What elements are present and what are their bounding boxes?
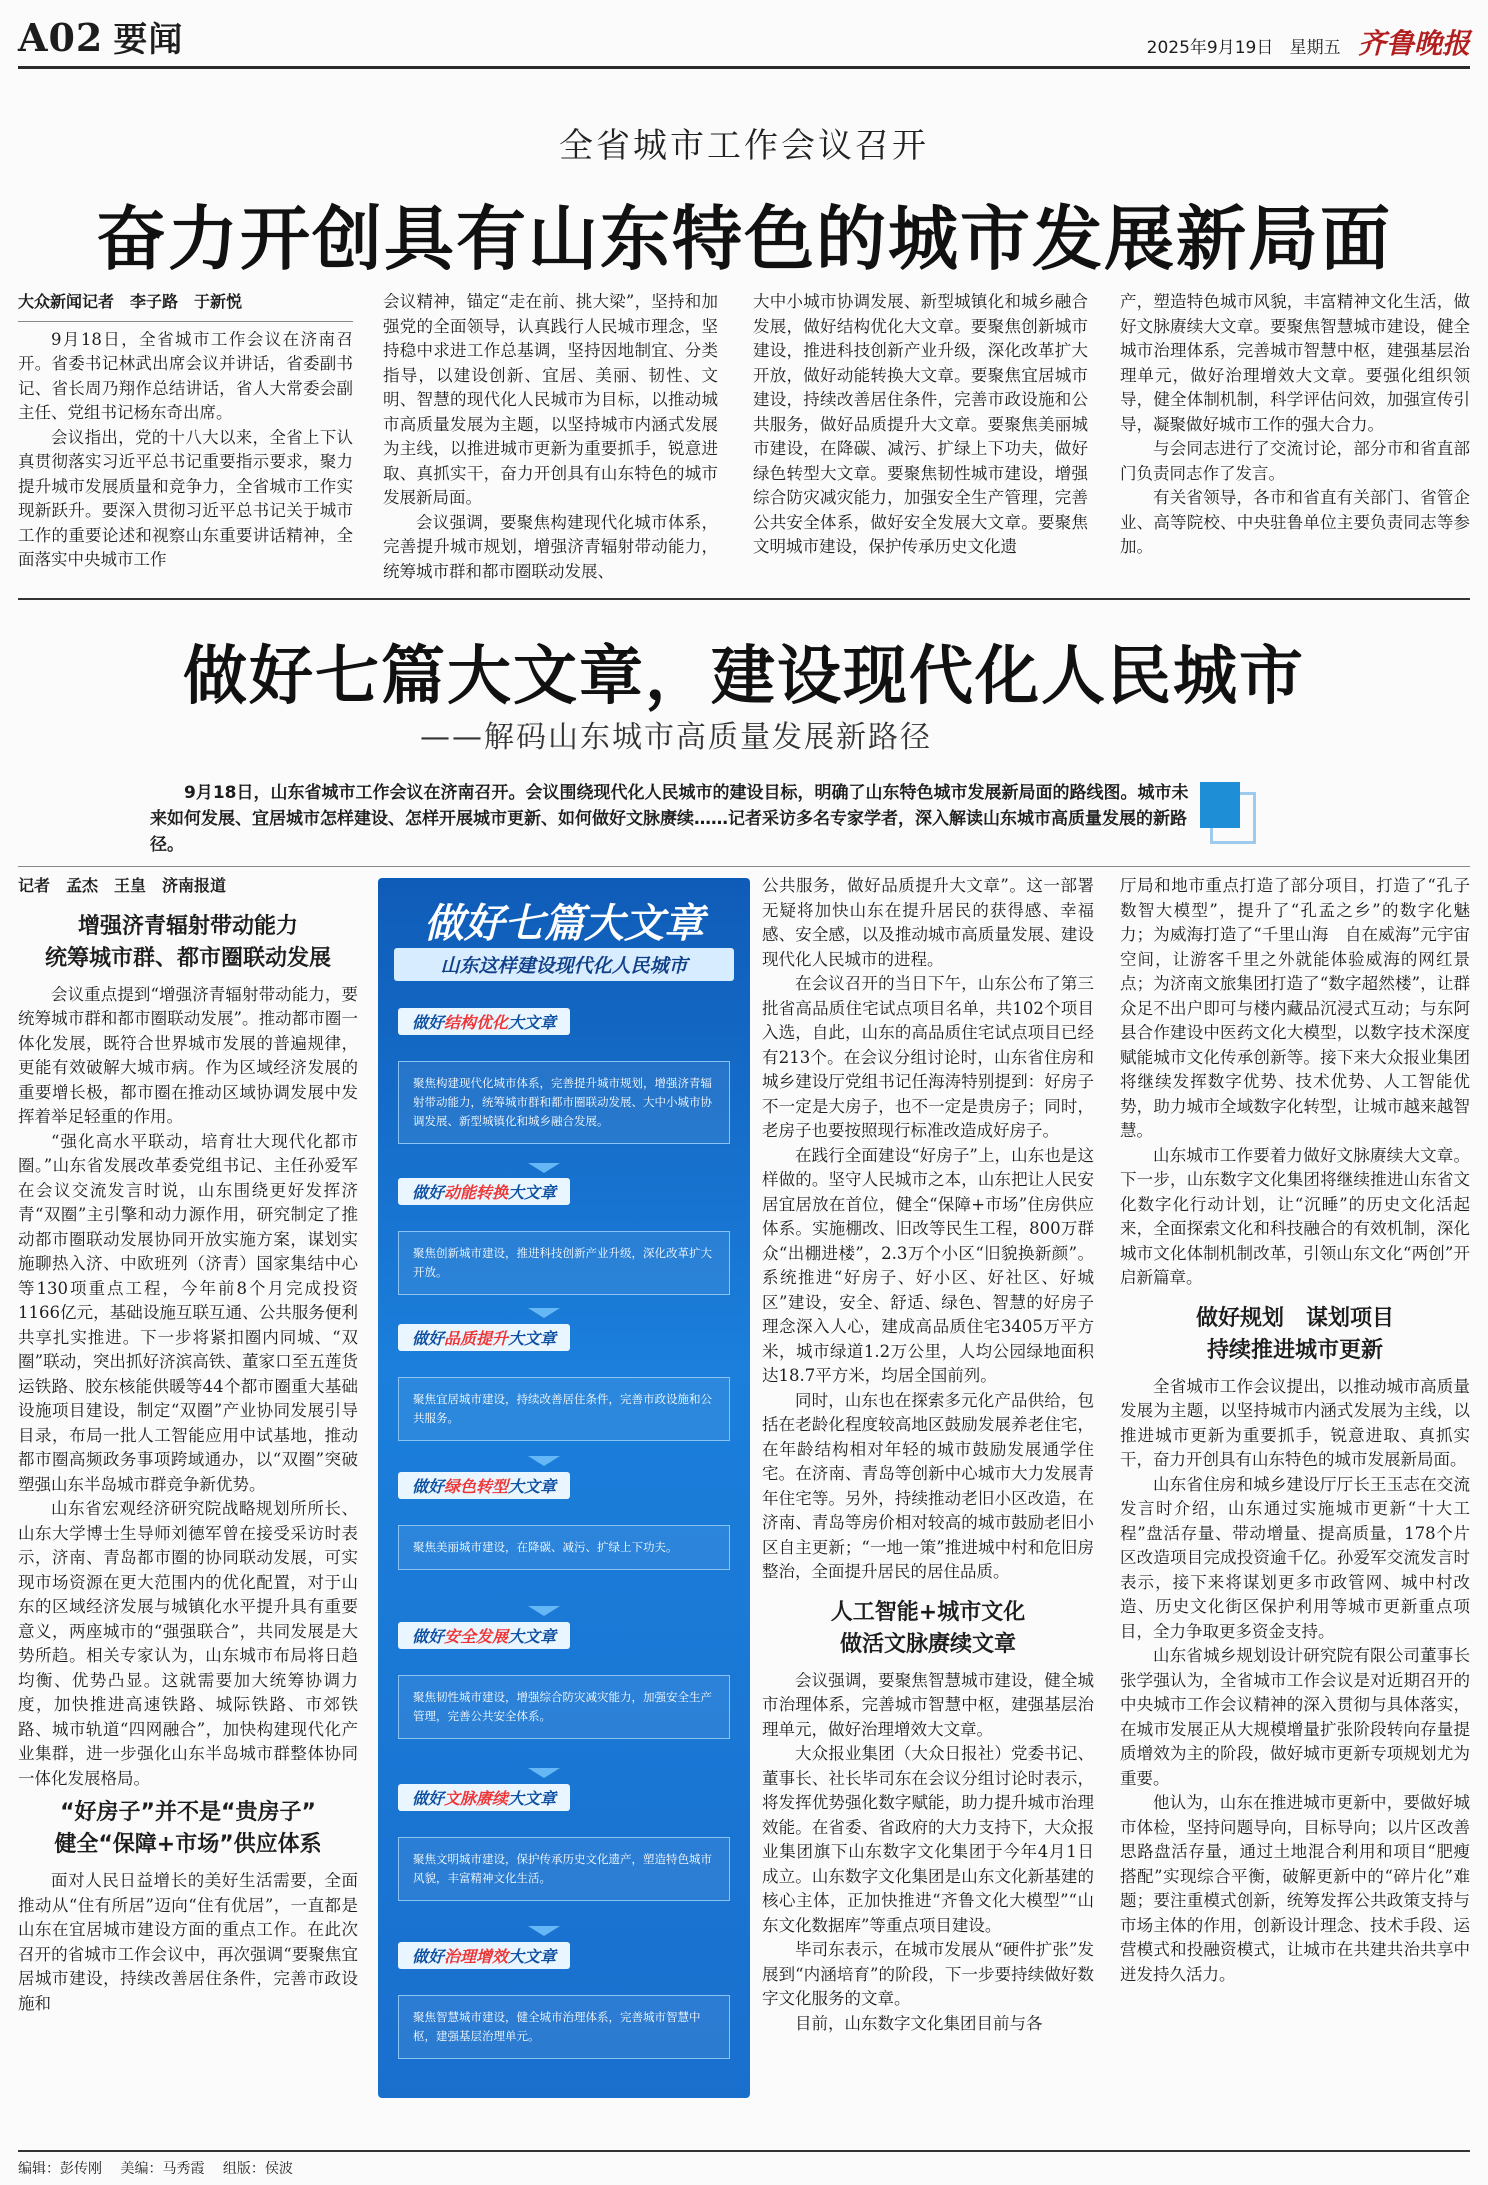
chapter-description: 聚焦文明城市建设，保护传承历史文化遗产，塑造特色城市风貌，丰富精神文化生活。 xyxy=(398,1837,730,1901)
story1-column-2 xyxy=(383,290,718,584)
section-heading: 做好规划 谋划项目 持续推进城市更新 xyxy=(1195,1305,1394,1363)
chevron-down-icon xyxy=(528,1163,560,1173)
story1-column-1 xyxy=(18,290,353,573)
chapter-tag: 做好动能转换大文章 xyxy=(398,1178,570,1205)
seven-articles-infographic xyxy=(378,878,750,2098)
section-heading: “好房子”并不是“贵房子” 健全“保障+市场”供应体系 xyxy=(54,1800,322,1857)
art-credit: 美编：马秀霞 xyxy=(120,2161,205,2177)
paragraph: 大众报业集团（大众日报社）党委书记、董事长、社长毕司东在会议分组讨论时表示，将发挥优势强化数字赋能，助力提升城市治理效能。在省委、省政府的大力支持下，大众报业集团旗下山东数字文化集团于今年4月1日成立。山东数字文化集团是山东文化新基建的核心主体，正加快推进“齐鲁文化大模型”“山东文化数据库”等重点项目建设。 xyxy=(762,1744,1094,1935)
paragraph: 会议精神，锚定“走在前、挑大梁”，坚持和加强党的全面领导，认真践行人民城市理念，坚持稳中求进工作总基调，坚持因地制宜、分类指导，以建设创新、宜居、美丽、韧性、文明、智慧的现代化人民城市为目标，以推动城市高质量发展为主题，以坚持城市内涵式发展为主线，以推进城市更新为重要抓手，锐意进取、真抓实干，奋力开创具有山东特色的城市发展新局面。 xyxy=(383,292,718,507)
story1-headline: 奋力开创具有山东特色的城市发展新局面 xyxy=(96,197,1392,280)
chapter-tag: 做好安全发展大文章 xyxy=(398,1622,570,1649)
chapter-card xyxy=(398,1178,730,1295)
story2-byline: 记者 孟杰 王皇 济南报道 xyxy=(18,876,227,895)
infographic-subtitle: 山东这样建设现代化人民城市 xyxy=(394,948,734,981)
chapter-description: 聚焦美丽城市建设，在降碳、减污、扩绿上下功夫。 xyxy=(398,1525,730,1570)
infographic-title: 做好七篇大文章 xyxy=(424,901,704,947)
story2-headline: 做好七篇大文章，建设现代化人民城市 xyxy=(183,639,1305,714)
story2-column-1 xyxy=(18,874,358,2016)
story1-column-4 xyxy=(1120,290,1470,560)
paragraph: 山东省住房和城乡建设厅厅长王玉志在交流发言时介绍，山东通过实施城市更新“十大工程”盘活存量、带动增量、提高质量，178个片区改造项目完成投资逾千亿。孙爱军交流发言时表示，接下来将谋划更多市政管网、城中村改造、历史文化街区保护利用等城市更新重点项目，全力争取更多资金支持。 xyxy=(1120,1474,1470,1641)
issue-date: 2025年9月19日 xyxy=(1146,38,1274,58)
paragraph: 面对人民日益增长的美好生活需要，全面推动从“住有所居”迈向“住有优居”，一直都是山东在宜居城市建设方面的重点工作。在此次召开的省城市工作会议中，再次强调“要聚焦宜居城市建设，持续改善居住条件，完善市政设施和 xyxy=(18,1871,358,2013)
chapter-card xyxy=(398,1008,730,1144)
chapter-card xyxy=(398,1784,730,1901)
section-heading: 增强济青辐射带动能力 统筹城市群、都市圈联动发展 xyxy=(44,913,331,971)
paragraph: “强化高水平联动，培育壮大现代化都市圈。”山东省发展改革委党组书记、主任孙爱军在会议交流发言时说，山东围绕更好发挥济青“双圈”主引擎和动力源作用，研究制定了推动都市圈联动发展协同开放实施方案，谋划实施聊热入济、中欧班列（济青）国家集结中心等130项重点工程，今年前8个月完成投资1166亿元，基础设施互联互通、公共服务便利共享扎实推进。下一步将紧扣圈内同城、“双圈”联动，突出抓好济滨高铁、董家口至五莲货运铁路、胶东核能供暖等44个都市圈重大基础设施项目建设，制定“双圈”产业协同发展引导目录，布局一批人工智能应用中试基地，推动都市圈高频政务事项跨域通办，以“双圈”突破塑强山东半岛城市群竞争新优势。 xyxy=(18,1131,358,1494)
paragraph: 公共服务，做好品质提升大文章”。这一部署无疑将加快山东在提升居民的获得感、幸福感、安全感，以及推动城市高质量发展、建设现代化人民城市的进程。 xyxy=(762,876,1094,969)
page-number: A02 要闻 xyxy=(18,15,184,60)
chevron-down-icon xyxy=(528,1768,560,1778)
chapter-description: 聚焦创新城市建设，推进科技创新产业升级，深化改革扩大开放。 xyxy=(398,1231,730,1295)
section-heading: 人工智能+城市文化 做活文脉赓续文章 xyxy=(830,1599,1026,1657)
paragraph: 会议强调，要聚焦构建现代化城市体系，完善提升城市规划，增强济青辐射带动能力，统筹城市群和都市圈联动发展、 xyxy=(383,512,718,581)
story2-lead: 9月18日，山东省城市工作会议在济南召开。会议围绕现代化人民城市的建设目标，明确了山东特色城市发展新局面的路线图。城市未来如何发展、宜居城市怎样建设、怎样开展城市更新、如何做好文脉赓续……记者采访多名专家学者，深入解读山东城市高质量发展的新路径。 xyxy=(150,783,1189,855)
chapter-tag: 做好文脉赓续大文章 xyxy=(398,1784,570,1811)
chevron-down-icon xyxy=(528,1606,560,1616)
decorative-square xyxy=(1200,782,1240,828)
paragraph: 厅局和地市重点打造了部分项目，打造了“孔子数智大模型”，提升了“孔孟之乡”的数字化魅力；为威海打造了“千里山海 自在威海”元宇宙空间，让游客千里之外就能体验威海的网红景点；为济南文旅集团打造了“数字超然楼”，让群众足不出户即可与楼内藏品沉浸式互动；与东阿县合作建设中医药文化大模型，以数字技术深度赋能城市文化传承创新等。接下来大众报业集团将继续发挥数字优势、技术优势、人工智能优势，助力城市全域数字化转型，让城市越来越智慧。 xyxy=(1120,876,1470,1140)
chapter-card xyxy=(398,1472,730,1570)
chapter-description: 聚焦构建现代化城市体系，完善提升城市规划，增强济青辐射带动能力，统筹城市群和都市圈联动发展、大中小城市协调发展、新型城镇化和城乡融合发展。 xyxy=(398,1061,730,1144)
paragraph: 全省城市工作会议提出，以推动城市高质量发展为主题，以坚持城市内涵式发展为主线，以推进城市更新为重要抓手，锐意进取、真抓实干，奋力开创具有山东特色的城市发展新局面。 xyxy=(1120,1376,1470,1469)
footer-rule xyxy=(18,2150,1470,2152)
chapter-card xyxy=(398,1942,730,2059)
story1-column-3 xyxy=(753,290,1088,560)
paragraph: 山东省城乡规划设计研究院有限公司董事长张学强认为，全省城市工作会议是对近期召开的中央城市工作会议精神的深入贯彻与具体落实，在城市发展正从大规模增量扩张阶段转向存量提质增效为主的阶段，做好城市更新专项规划尤为重要。 xyxy=(1120,1646,1470,1788)
chevron-down-icon xyxy=(528,1926,560,1936)
newspaper-logo: 齐鲁晚报 xyxy=(1357,27,1470,60)
chapter-description: 聚焦韧性城市建设，增强综合防灾减灾能力，加强安全生产管理，完善公共安全体系。 xyxy=(398,1675,730,1739)
paragraph: 山东省宏观经济研究院战略规划所所长、山东大学博士生导师刘德军曾在接受采访时表示，济南、青岛都市圈的协同联动发展，可实现市场资源在更大范围内的优化配置，对于山东的区域经济发展与城镇化水平提升具有重要意义，两座城市的“强强联合”，共同发展是大势所趋。相关专家认为，山东城市布局将日趋均衡、优势凸显。这就需要加大统筹协调力度，加快推进高速铁路、城际铁路、市郊铁路、城市轨道“四网融合”，加快构建现代化产业集群，进一步强化山东半岛城市群整体协同一体化发展格局。 xyxy=(18,1499,358,1788)
masthead-info xyxy=(1147,22,1470,62)
chevron-down-icon xyxy=(528,1308,560,1318)
lead-divider xyxy=(18,866,1470,867)
chapter-description: 聚焦智慧城市建设，健全城市治理体系，完善城市智慧中枢，建强基层治理单元。 xyxy=(398,1995,730,2059)
paragraph: 毕司东表示，在城市发展从“硬件扩张”发展到“内涵培育”的阶段，下一步要持续做好数字文化服务的文章。 xyxy=(762,1940,1094,2008)
paragraph: 大中小城市协调发展、新型城镇化和城乡融合发展，做好结构优化大文章。要聚焦创新城市建设，推进科技创新产业升级，深化改革扩大开放，做好动能转换大文章。要聚焦宜居城市建设，持续改善居住条件，完善市政设施和公共服务，做好品质提升大文章。要聚焦美丽城市建设，在降碳、减污、扩绿上下功夫，做好绿色转型大文章。要聚焦韧性城市建设，增强综合防灾减灾能力，加强安全生产管理，完善公共安全体系，做好安全发展大文章。要聚焦文明城市建设，保护传承历史文化遗 xyxy=(753,292,1088,556)
paragraph: 与会同志进行了交流讨论，部分市和省直部门负责同志作了发言。 xyxy=(1120,439,1470,483)
paragraph: 在践行全面建设“好房子”上，山东也是这样做的。坚守人民城市之本，山东把让人民安居宜居放在首位，健全“保障+市场”住房供应体系。实施棚改、旧改等民生工程，800万群众“出棚进楼”，2.3万个小区“旧貌换新颜”。系统推进“好房子、好小区、好社区、好城区”建设，安全、舒适、绿色、智慧的好房子理念深入人心，建成高品质住宅3405万平方米，城市绿道1.2万公里，人均公园绿地面积达18.7平方米，均居全国前列。 xyxy=(762,1145,1094,1385)
issue-weekday: 星期五 xyxy=(1289,38,1341,58)
page-footer xyxy=(18,2158,307,2178)
chapter-card xyxy=(398,1622,730,1739)
story2-column-4 xyxy=(1120,874,1470,1987)
chapter-tag: 做好结构优化大文章 xyxy=(398,1008,570,1035)
story1-byline: 大众新闻记者 李子路 于新悦 xyxy=(18,292,243,311)
section-name: 要闻 xyxy=(113,20,184,60)
masthead-rule xyxy=(18,66,1470,69)
paragraph: 目前，山东数字文化集团目前与各 xyxy=(795,2013,1043,2033)
story2-subhead: ——解码山东城市高质量发展新路径 xyxy=(420,720,932,755)
chevron-down-icon xyxy=(528,1456,560,1466)
chapter-tag: 做好绿色转型大文章 xyxy=(398,1472,570,1499)
editor-credit: 编辑：彭传刚 xyxy=(18,2161,102,2177)
paragraph: 有关省领导，各市和省直有关部门、省管企业、高等院校、中央驻鲁单位主要负责同志等参加。 xyxy=(1120,488,1470,556)
paragraph: 会议指出，党的十八大以来，全省上下认真贯彻落实习近平总书记重要指示要求，聚力提升城市发展质量和竞争力，全省城市工作实现新跃升。要深入贯彻习近平总书记关于城市工作的重要论述和视察山东重要讲话精神，全面落实中央城市工作 xyxy=(18,427,353,569)
chapter-description: 聚焦宜居城市建设，持续改善居住条件，完善市政设施和公共服务。 xyxy=(398,1377,730,1441)
paragraph: 会议强调，要聚焦智慧城市建设，健全城市治理体系，完善城市智慧中枢，建强基层治理单元，做好治理增效大文章。 xyxy=(762,1670,1094,1739)
story2-column-3 xyxy=(762,874,1094,2036)
story-divider xyxy=(18,598,1470,600)
layout-credit: 组版：侯波 xyxy=(222,2161,293,2177)
paragraph: 在会议召开的当日下午，山东公布了第三批省高品质住宅试点项目名单，共102个项目入选，自此，山东的高品质住宅试点项目已经有213个。在会议分组讨论时，山东省住房和城乡建设厅党组书记任海涛特别提到：好房子不一定是大房子，也不一定是贵房子；同时，老房子也要按照现行标准改造成好房子。 xyxy=(762,974,1094,1140)
chapter-tag: 做好治理增效大文章 xyxy=(398,1942,570,1969)
paragraph: 山东城市工作要着力做好文脉赓续大文章。下一步，山东数字文化集团将继续推进山东省文化数字化行动计划，让“沉睡”的历史文化活起来，全面探索文化和科技融合的有效机制，深化城市文化体制机制改革，引领山东文化“两创”开启新篇章。 xyxy=(1120,1145,1470,1287)
story1-kicker: 全省城市工作会议召开 xyxy=(559,126,929,166)
paragraph: 他认为，山东在推进城市更新中，要做好城市体检，坚持问题导向，目标导向；以片区改善思路盘活存量，通过土地混合利用和项目“肥瘦搭配”实现综合平衡，破解更新中的“碎片化”难题；要注重模式创新，统筹发挥公共政策支持与市场主体的作用，创新设计理念、技术手段、运营模式和投融资模式，让城市在共建共治共享中迸发持久活力。 xyxy=(1120,1793,1470,1984)
paragraph: 会议重点提到“增强济青辐射带动能力，要统筹城市群和都市圈联动发展”。推动都市圈一体化发展，既符合世界城市发展的普遍规律，更能有效破解大城市病。作为区域经济发展的重要增长极，都市圈在推动区域协调发展中发挥着举足轻重的作用。 xyxy=(18,984,358,1126)
chapter-card xyxy=(398,1324,730,1441)
paragraph: 同时，山东也在探索多元化产品供给，包括在老龄化程度较高地区鼓励发展养老住宅，在年龄结构相对年轻的城市鼓励发展通学住宅。在济南、青岛等创新中心城市大力发展青年住宅等。另外，持续推动老旧小区改造，在济南、青岛等房价相对较高的城市鼓励老旧小区自主更新；“一地一策”推进城中村和危旧房整治，全面提升居民的居住品质。 xyxy=(762,1390,1094,1581)
paragraph: 产，塑造特色城市风貌，丰富精神文化生活，做好文脉赓续大文章。要聚焦智慧城市建设，健全城市治理体系，完善城市智慧中枢，建强基层治理单元，做好治理增效大文章。要强化组织领导，健全体制机制，科学评估问效，加强宣传引导，凝聚做好城市工作的强大合力。 xyxy=(1120,292,1470,434)
paragraph: 9月18日，全省城市工作会议在济南召开。省委书记林武出席会议并讲话，省委副书记、省长周乃翔作总结讲话，省人大常委会副主任、党组书记杨东奇出席。 xyxy=(18,329,353,422)
chapter-tag: 做好品质提升大文章 xyxy=(398,1324,570,1351)
